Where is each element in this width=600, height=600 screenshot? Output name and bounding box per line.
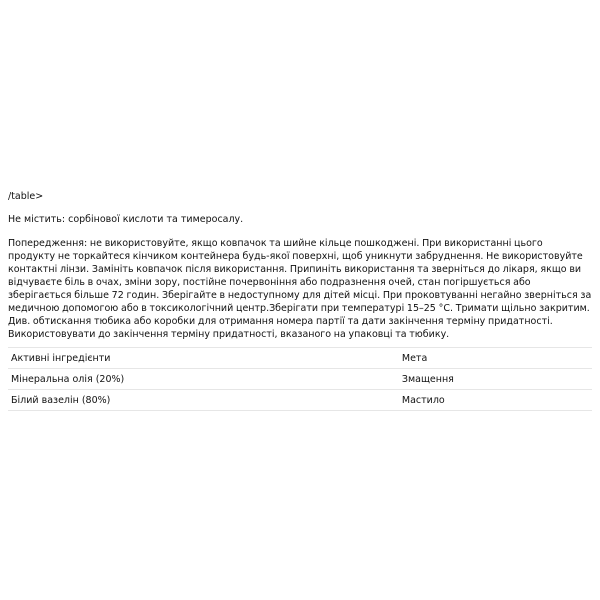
ingredient-cell: Мінеральна олія (20%)	[8, 369, 399, 390]
table-row	[8, 390, 592, 411]
header-active-ingredients: Активні інгредієнти	[8, 348, 399, 369]
no-contains-statement: Не містить: сорбінової кислоти та тимеросалу.	[8, 214, 244, 225]
purpose-cell: Змащення	[399, 369, 592, 390]
ingredients-table	[8, 347, 592, 411]
purpose-cell: Мастило	[399, 390, 592, 411]
ingredient-cell: Білий вазелін (80%)	[8, 390, 399, 411]
table-row	[8, 369, 592, 390]
table-header-row	[8, 348, 592, 369]
header-purpose: Мета	[399, 348, 592, 369]
warning-paragraph: Попередження: не використовуйте, якщо ковпачок та шийне кільце пошкоджені. При використанні цього продукту не торкайтеся кінчиком контейнера будь-якої поверхні, щоб уникнути забруднення. Не використовуйте контактні лінзи. Замініть ковпачок після використання. Припиніть використання та зверніться до лікаря, якщо ви відчуваєте біль в очах, зміни зору, постійне почервоніння або подразнення очей, стан погіршується або зберігається більше 72 годин. Зберігайте в недоступному для дітей місці. При проковтуванні негайно зверніться за медичною допомогою або в токсикологічний центр.Зберігати при температурі 15–25 °C. Тримати щільно закритим. Див. обтискання тюбика або коробки для отримання номера партії та дати закінчення терміну придатності. Використовувати до закінчення терміну придатності, вказаного на упаковці та тюбику.	[8, 238, 592, 340]
stray-markup-text: /table>	[8, 191, 44, 202]
product-info	[8, 190, 592, 411]
